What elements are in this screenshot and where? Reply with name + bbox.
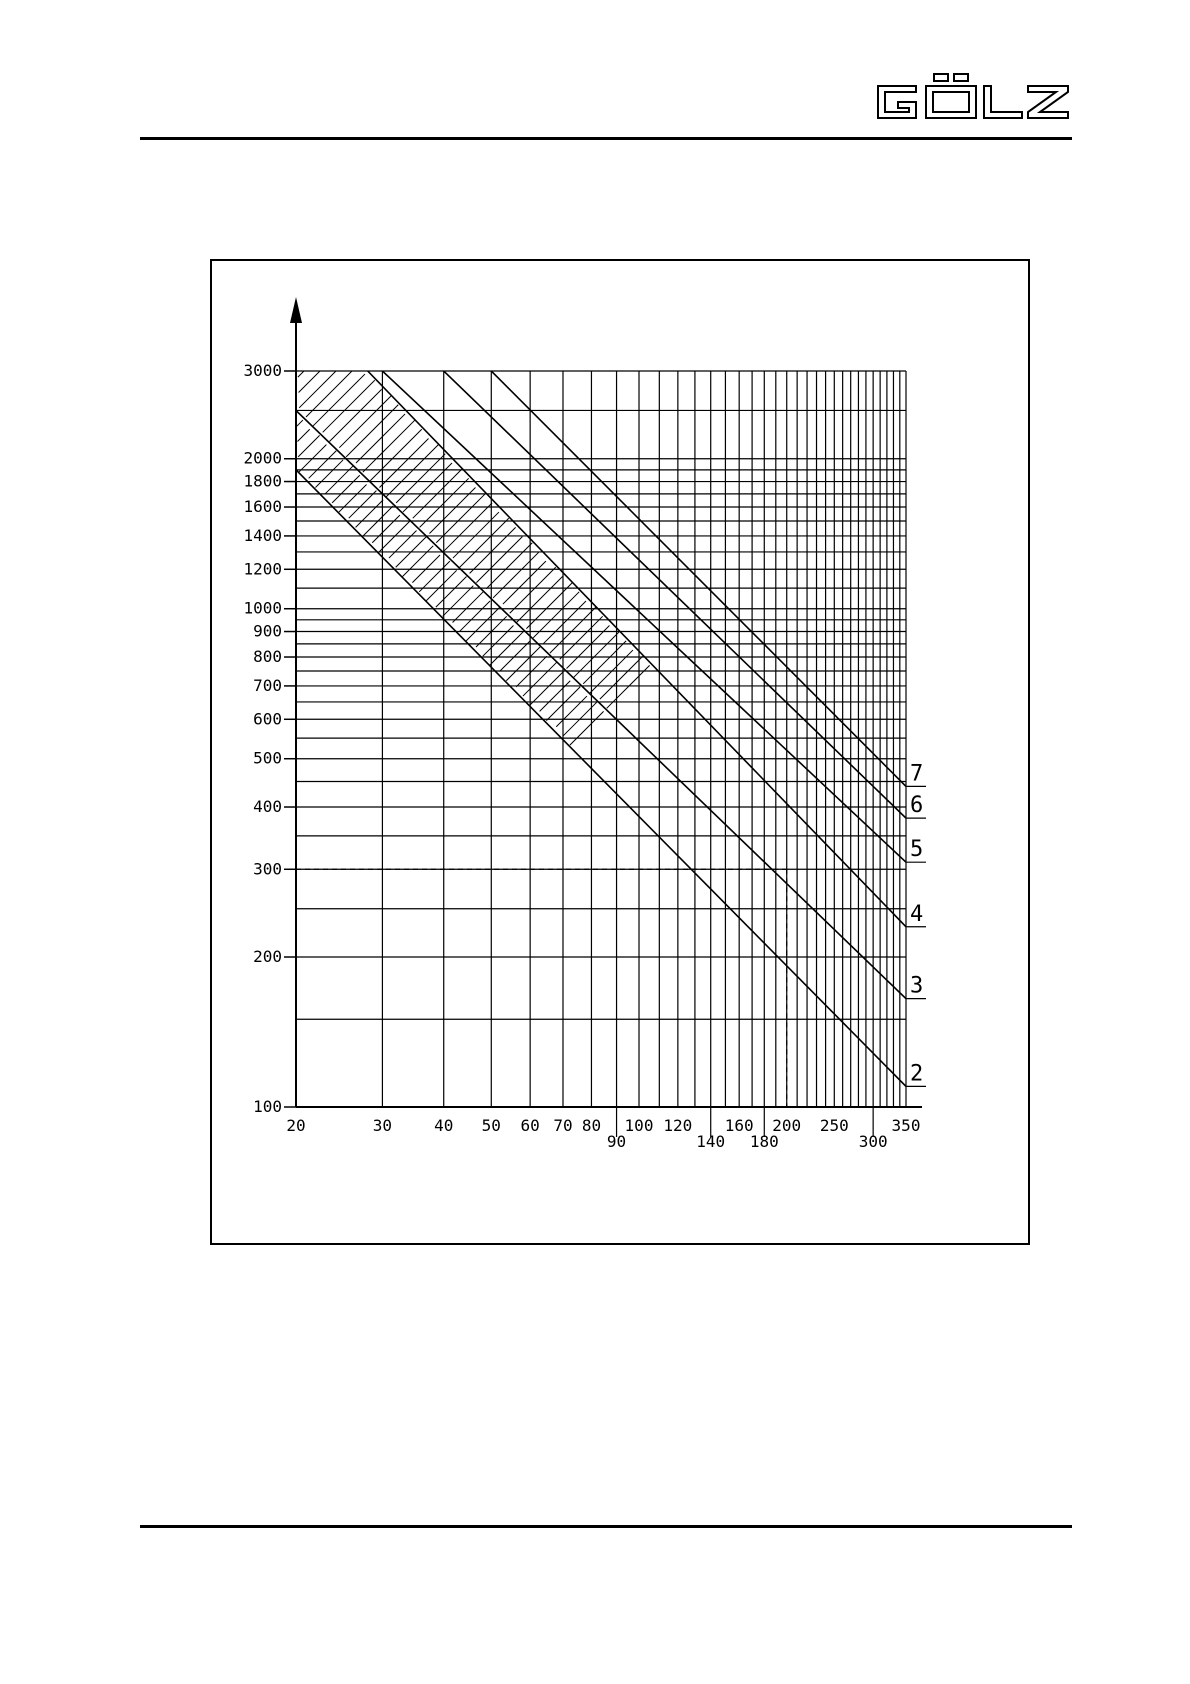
band-hatch-line [346,405,398,457]
band-hatch-line [313,374,365,426]
x-tick-label: 60 [520,1116,540,1135]
x-tick-label: 180 [749,1132,779,1151]
y-tick-label: 800 [253,647,282,667]
x-tick-label: 70 [553,1116,573,1135]
band-hatch-line [453,592,484,623]
band-hatch-line [339,484,367,512]
y-tick-label: 3000 [243,361,282,380]
y-tick-label: 2000 [243,448,282,468]
band-hatch-line [460,518,509,567]
band-hatch-line [600,656,643,699]
x-tick-label: 30 [372,1116,393,1135]
y-tick-label: 300 [253,859,282,879]
band-hatch-line [499,641,530,672]
band-hatch-line [403,546,434,577]
series-label: 5 [910,837,924,863]
band-hatch-line [298,371,304,377]
band-hatch-line [570,711,604,745]
series-line-5 [382,371,906,862]
band-hatch-line [372,515,400,543]
x-tick-label: 40 [434,1116,454,1135]
chart-frame [210,259,1030,1245]
x-tick-label: 90 [606,1132,627,1151]
series-label: 6 [910,793,924,819]
band-hatch-line [299,371,336,408]
x-tick-label: 250 [819,1116,849,1135]
band-hatch-line [530,672,564,706]
band-hatch-line [299,371,320,392]
band-hatch-line [315,460,343,488]
series-line-7 [491,371,906,786]
band-hatch-line [356,414,405,463]
band-hatch-line [523,662,557,696]
x-tick-label: 80 [581,1116,602,1135]
y-tick-label: 1800 [243,471,282,491]
band-hatch-line [396,454,445,503]
y-tick-label: 1600 [243,497,282,517]
x-tick-label: 20 [286,1116,306,1135]
series-label: 3 [910,973,924,999]
band-hatch-line [443,503,492,552]
band-hatch-line [356,500,384,528]
band-hatch-line [419,561,450,592]
y-tick-label: 1200 [243,559,282,579]
y-tick-label: 100 [253,1097,282,1116]
x-tick-label: 120 [663,1116,693,1135]
y-tick-label: 600 [253,709,282,729]
band-hatch-line [503,561,546,604]
x-tick-label: 50 [481,1116,501,1135]
band-hatch-line [379,521,410,552]
y-axis-arrow [290,297,302,323]
y-tick-label: 900 [253,621,282,641]
series-label: 4 [910,901,924,927]
band-hatch-line [560,616,603,659]
band-hatch-line [298,435,319,456]
header-rule [140,137,1072,140]
x-tick-label: 300 [858,1132,888,1151]
band-hatch-line [339,396,391,448]
y-tick-label: 1000 [243,598,282,618]
band-hatch-line [349,491,377,519]
band-hatch-line [490,632,524,666]
band-hatch-line [466,607,500,641]
band-hatch-line [297,420,303,426]
series-line-2 [296,470,906,1087]
footer-rule [140,1525,1072,1528]
band-hatch-line [309,451,337,479]
band-hatch-line [543,601,586,644]
band-hatch-line [386,445,438,497]
y-tick-label: 200 [253,947,282,967]
y-tick-label: 1400 [243,525,282,545]
series-label: 2 [910,1061,924,1087]
x-tick-label: 350 [891,1116,921,1135]
band-hatch-line [426,570,457,601]
y-tick-label: 700 [253,675,282,695]
band-hatch-line [329,389,381,441]
band-hatch-line [323,380,375,432]
band-hatch-line [459,601,490,632]
y-tick-label: 400 [253,797,282,817]
band-hatch-line [556,696,587,727]
band-hatch-line [506,647,540,681]
x-tick-label: 100 [624,1116,654,1135]
chart [212,261,1028,1243]
series-label: 7 [910,761,924,787]
band-hatch-line [379,438,428,487]
band-hatch-line [436,576,467,607]
series-line-3 [296,410,906,998]
band-hatch-line [370,429,422,481]
band-hatch-line [483,626,514,657]
band-hatch-line [297,429,309,441]
band-hatch-line [389,530,417,558]
band-hatch-line [332,475,360,503]
band-hatch-line [363,420,415,472]
band-hatch-line [443,586,474,617]
goelz-logo [872,72,1072,124]
x-tick-label: 160 [724,1116,754,1135]
y-tick-label: 500 [253,748,282,768]
x-tick-label: 200 [772,1116,802,1135]
band-hatch-line [583,641,626,684]
x-tick-label: 140 [696,1132,726,1151]
